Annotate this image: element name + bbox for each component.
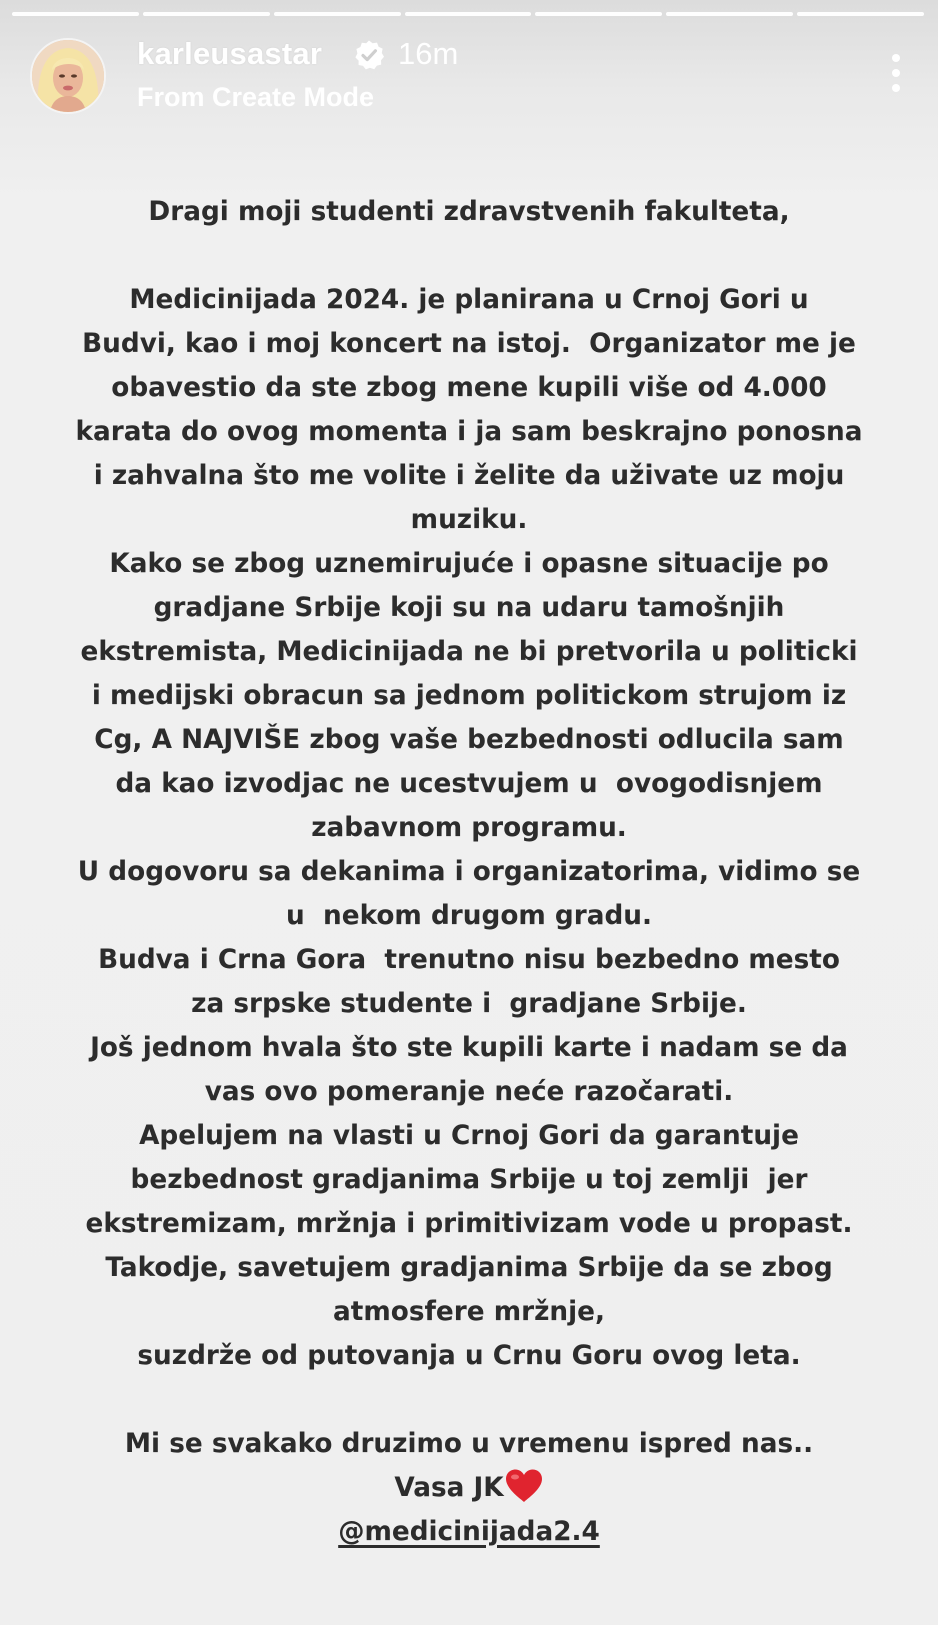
- username[interactable]: karleusastar: [137, 36, 323, 71]
- message-line: Budva i Crna Gora trenutno nisu bezbedno mesto: [98, 945, 840, 975]
- progress-segment: [12, 12, 139, 16]
- mention-link[interactable]: @medicinijada2.4: [338, 1517, 600, 1547]
- blank-line: [0, 1378, 938, 1422]
- message-line: obavestio da ste zbog mene kupili više od 4.000: [111, 373, 827, 403]
- message-line: za srpske studente i gradjane Srbije.: [191, 989, 747, 1019]
- story-header: [30, 34, 908, 118]
- progress-segment: [535, 12, 662, 16]
- message-line: ekstremista, Medicinijada ne bi pretvorila u politicki: [80, 637, 858, 667]
- story-timestamp: 16m: [398, 36, 459, 71]
- message-line: Budvi, kao i moj koncert na istoj. Organizator me je: [82, 329, 856, 359]
- message-line: Medicinijada 2024. je planirana u Crnoj Gori u: [129, 285, 809, 315]
- verified-badge-icon: [353, 39, 385, 71]
- progress-segment: [405, 12, 532, 16]
- message-line: bezbednost gradjanima Srbije u toj zemlji jer: [130, 1165, 808, 1195]
- story-text: [0, 190, 938, 1554]
- message-line: atmosfere mržnje,: [333, 1297, 605, 1327]
- message-line: u nekom drugom gradu.: [285, 901, 653, 931]
- story-subtitle[interactable]: From Create Mode: [137, 82, 375, 112]
- message-line: vas ovo pomeranje neće razočarati.: [204, 1077, 734, 1107]
- story-progress-bar: [12, 12, 924, 16]
- mention-line: [0, 1510, 938, 1554]
- message-line: karata do ovog momenta i ja sam beskrajno ponosna: [75, 417, 863, 447]
- message-line: zabavnom programu.: [311, 813, 627, 843]
- message-line: Kako se zbog uznemirujuće i opasne situacije po: [109, 549, 829, 579]
- progress-segment: [274, 12, 401, 16]
- message-line: Još jednom hvala što ste kupili karte i nadam se da: [90, 1033, 848, 1063]
- message-line: i zahvalna što me volite i želite da uživate uz moju: [93, 461, 845, 491]
- message-line: U dogovoru sa dekanima i organizatorima, vidimo se: [77, 857, 861, 887]
- message-line: Apelujem na vlasti u Crnoj Gori da garantuje: [139, 1121, 799, 1151]
- message-line: Cg, A NAJVIŠE zbog vaše bezbednosti odlucila sam: [94, 725, 844, 755]
- avatar[interactable]: [30, 38, 106, 114]
- profile-photo-icon: [32, 40, 104, 112]
- progress-segment: [143, 12, 270, 16]
- red-heart-icon: [504, 1468, 544, 1504]
- closing-line: Mi se svakako druzimo u vremenu ispred nas..: [124, 1429, 814, 1459]
- message-line: i medijski obracun sa jednom politickom strujom iz: [91, 681, 847, 711]
- signature-line: [0, 1466, 938, 1510]
- message-line: da kao izvodjac ne ucestvujem u ovogodisnjem: [115, 769, 823, 799]
- more-vertical-icon[interactable]: [886, 52, 906, 94]
- signature: Vasa JK: [394, 1473, 504, 1503]
- greeting-line: Dragi moji studenti zdravstvenih fakulteta,: [148, 197, 790, 227]
- blank-line: [0, 234, 938, 278]
- progress-segment: [797, 12, 924, 16]
- message-line: suzdrže od putovanja u Crnu Goru ovog leta.: [137, 1341, 801, 1371]
- message-line: Takodje, savetujem gradjanima Srbije da se zbog: [105, 1253, 833, 1283]
- message-line: ekstremizam, mržnja i primitivizam vode u propast.: [85, 1209, 853, 1239]
- message-line: muziku.: [410, 505, 528, 535]
- message-line: gradjane Srbije koji su na udaru tamošnjih: [153, 593, 785, 623]
- progress-segment: [666, 12, 793, 16]
